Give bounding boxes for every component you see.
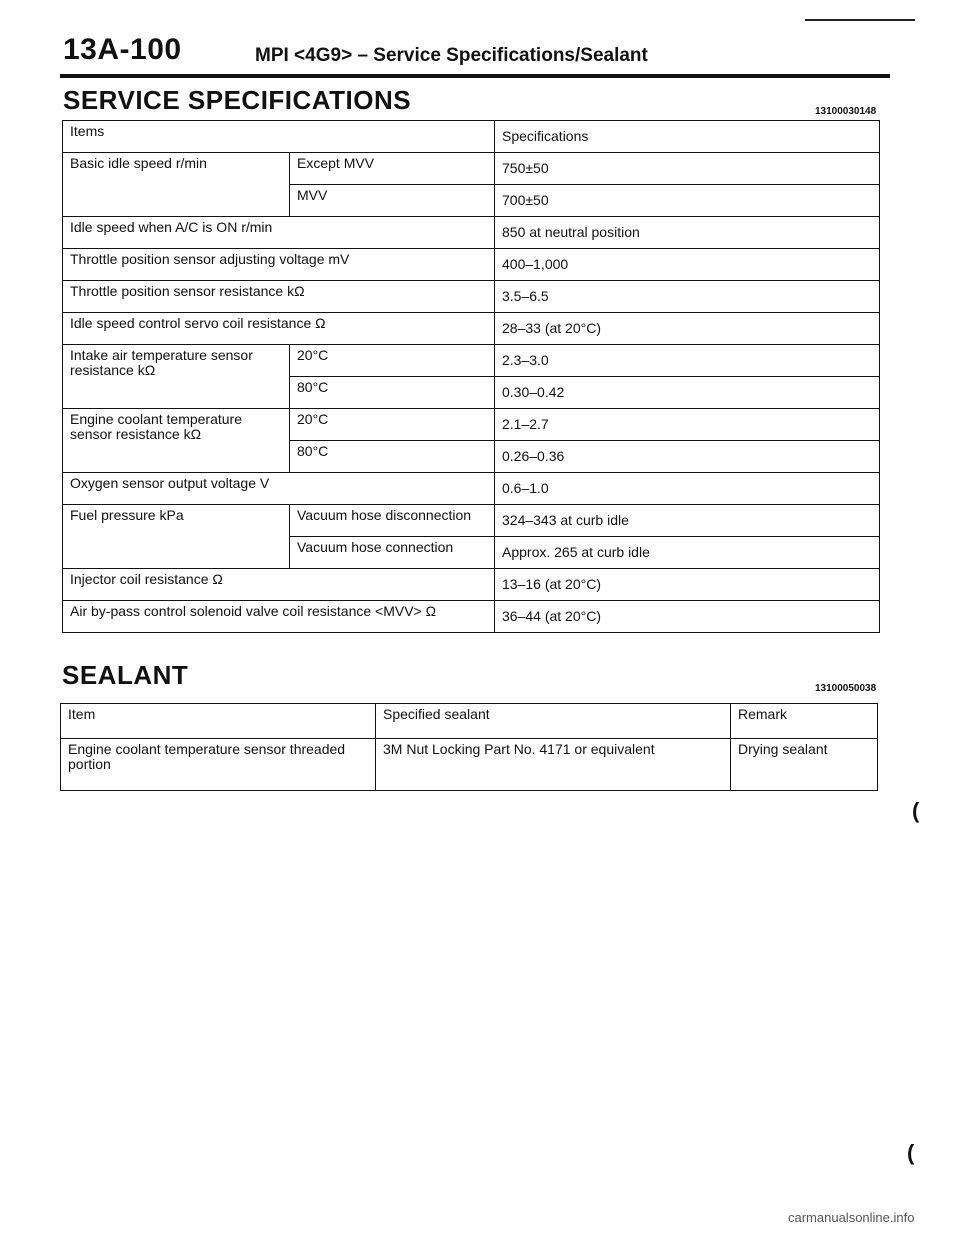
value-cell: 850 at neutral position [495,217,880,249]
service-specifications-table [62,120,880,633]
condition-cell: 20°C [290,345,495,377]
service-specifications-code: 13100030148 [815,106,877,117]
value-cell: 0.30–0.42 [495,377,880,409]
table-row [63,473,880,505]
value-cell: 2.3–3.0 [495,345,880,377]
remark-column-header: Remark [731,704,878,739]
condition-cell: MVV [290,185,495,217]
table-row [63,505,880,537]
condition-cell: Vacuum hose disconnection [290,505,495,537]
value-cell: 28–33 (at 20°C) [495,313,880,345]
table-row [63,345,880,377]
item-cell: Engine coolant temperature sensor resistance kΩ [63,409,290,473]
header-rule [60,74,890,78]
value-cell: 0.26–0.36 [495,441,880,473]
value-cell: 400–1,000 [495,249,880,281]
table-row [63,281,880,313]
items-column-header: Items [63,121,495,153]
value-cell: 2.1–2.7 [495,409,880,441]
condition-cell: 80°C [290,377,495,409]
item-cell: Air by-pass control solenoid valve coil resistance <MVV> Ω [63,601,495,633]
condition-cell: 20°C [290,409,495,441]
page-header-title: MPI <4G9> – Service Specifications/Sealant [255,45,648,66]
table-row [61,739,878,791]
table-header-row [63,121,880,153]
condition-cell: Except MVV [290,153,495,185]
value-cell: 13–16 (at 20°C) [495,569,880,601]
item-cell: Throttle position sensor resistance kΩ [63,281,495,313]
table-row [63,217,880,249]
item-cell: Idle speed control servo coil resistance Ω [63,313,495,345]
value-cell: 700±50 [495,185,880,217]
binding-mark: ( [907,1140,915,1165]
binding-mark: ( [912,798,920,823]
table-row [63,409,880,441]
specified-sealant-column-header: Specified sealant [376,704,731,739]
item-column-header: Item [61,704,376,739]
page-number: 13A-100 [63,33,182,66]
table-row [63,153,880,185]
table-row [63,601,880,633]
specified-sealant-cell: 3M Nut Locking Part No. 4171 or equivalent [376,739,731,791]
table-header-row [61,704,878,739]
specifications-column-header: Specifications [495,121,880,153]
value-cell: 3.5–6.5 [495,281,880,313]
value-cell: 324–343 at curb idle [495,505,880,537]
item-cell: Injector coil resistance Ω [63,569,495,601]
item-cell: Idle speed when A/C is ON r/min [63,217,495,249]
item-cell: Basic idle speed r/min [63,153,290,217]
service-specifications-heading: SERVICE SPECIFICATIONS [63,85,412,115]
table-row [63,249,880,281]
item-cell: Intake air temperature sensor resistance kΩ [63,345,290,409]
value-cell: 0.6–1.0 [495,473,880,505]
table-row [63,569,880,601]
condition-cell: Vacuum hose connection [290,537,495,569]
value-cell: 36–44 (at 20°C) [495,601,880,633]
table-row [63,313,880,345]
sealant-code: 13100050038 [815,683,877,694]
top-corner-rule [805,19,915,21]
value-cell: Approx. 265 at curb idle [495,537,880,569]
item-cell: Throttle position sensor adjusting voltage mV [63,249,495,281]
item-cell: Engine coolant temperature sensor threaded portion [61,739,376,791]
sealant-heading: SEALANT [62,660,189,690]
condition-cell: 80°C [290,441,495,473]
remark-cell: Drying sealant [731,739,878,791]
item-cell: Fuel pressure kPa [63,505,290,569]
sealant-table [60,703,878,791]
value-cell: 750±50 [495,153,880,185]
item-cell: Oxygen sensor output voltage V [63,473,495,505]
footer-watermark: carmanualsonline.info [788,1210,915,1225]
